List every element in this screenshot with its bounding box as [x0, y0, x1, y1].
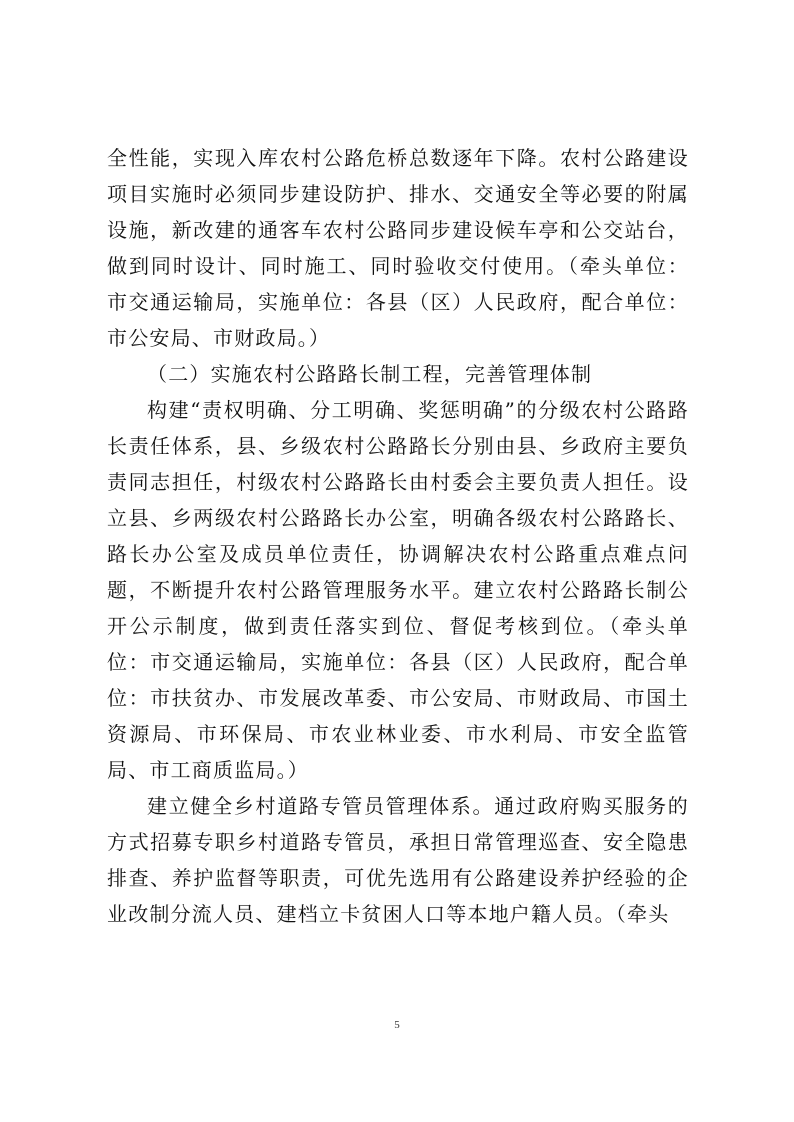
paragraph-road-chief-system: 构建“责权明确、分工明确、奖惩明确”的分级农村公路路长责任体系，县、乡级农村公路路长分别由县、乡政府主要负责同志担任，村级农村公路路长由村委会主要负责人担任。设立县、乡两级农村公路路长办公室，明确各级农村公路路长、路长办公室及成员单位责任，协调解决农村公路重点难点问题，不断提升农村公路管理服务水平。建立农村公路路长制公开公示制度，做到责任落实到位、督促考核到位。（牵头单位：市交通运输局，实施单位：各县（区）人民政府，配合单位：市扶贫办、市发展改革委、市公安局、市财政局、市国土资源局、市环保局、市农业林业委、市水利局、市安全监管局、市工商质监局。）	[107, 398, 689, 782]
paragraph-road-manager-system: 建立健全乡村道路专管员管理体系。通过政府购买服务的方式招募专职乡村道路专管员，承担日常管理巡查、安全隐患排查、养护监督等职责，可优先选用有公路建设养护经验的企业改制分流人员、建档立卡贫困人口等本地户籍人员。（牵头	[107, 794, 689, 926]
body-text	[107, 140, 689, 932]
section-heading: （二）实施农村公路路长制工程，完善管理体制	[147, 362, 593, 386]
paragraph-continuation: 全性能，实现入库农村公路危桥总数逐年下降。农村公路建设项目实施时必须同步建设防护、排水、交通安全等必要的附属设施，新改建的通客车农村公路同步建设候车亭和公交站台，做到同时设计、同时施工、同时验收交付使用。（牵头单位：市交通运输局，实施单位：各县（区）人民政府，配合单位：市公安局、市财政局。）	[107, 146, 689, 350]
page-number: 5	[394, 1019, 400, 1031]
